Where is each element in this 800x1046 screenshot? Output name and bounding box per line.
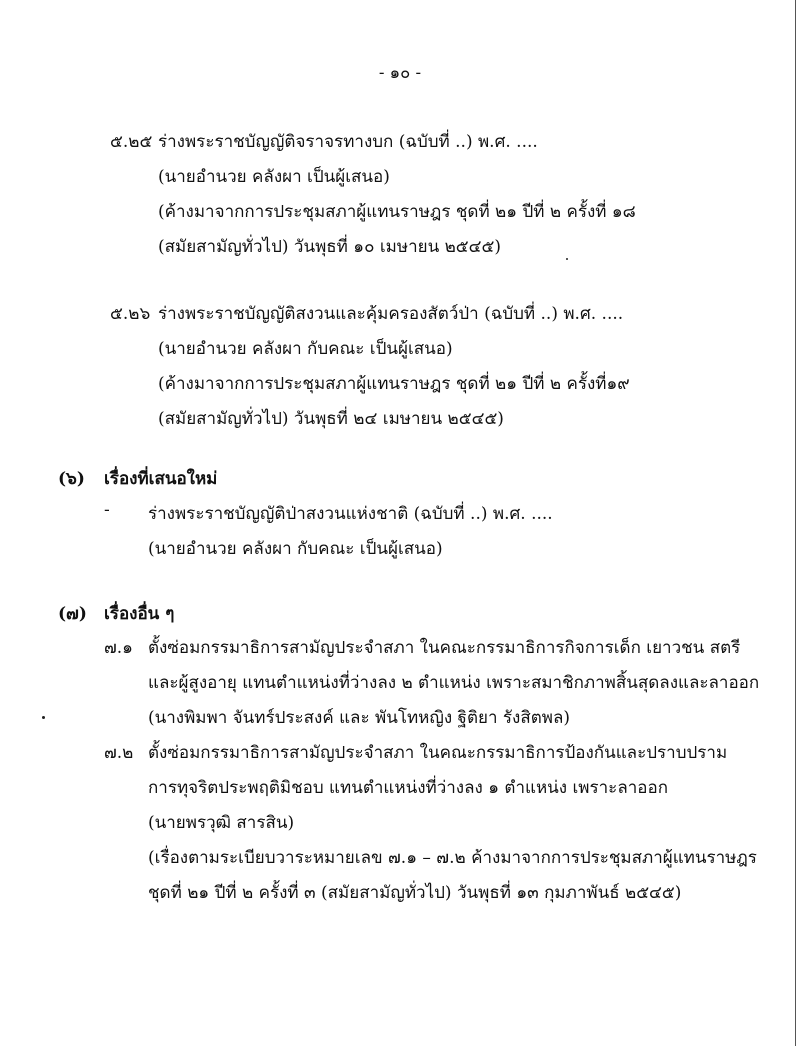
item-pending-note: (สมัยสามัญทั่วไป) วันพุธที่ ๑๐ เมษายน ๒๕๔๕) xyxy=(158,237,502,257)
item-title: ร่างพระราชบัญญัติจราจรทางบก (ฉบับที่ ..) พ.ศ. .... xyxy=(158,132,538,152)
section-number: (๗) xyxy=(58,604,87,624)
item-text: ตั้งซ่อมกรรมาธิการสามัญประจำสภา ในคณะกรรมาธิการป้องกันและปราบปราม xyxy=(148,743,728,763)
page-edge-line xyxy=(795,0,796,1046)
item-pending-note: ชุดที่ ๒๑ ปีที่ ๒ ครั้งที่ ๓ (สมัยสามัญทั่วไป) วันพุธที่ ๑๓ กุมภาพันธ์ ๒๕๔๕) xyxy=(148,883,682,903)
section-heading: เรื่องอื่น ๆ xyxy=(104,604,175,624)
item-number: ๗.๒ xyxy=(104,743,134,763)
item-pending-note: (ค้างมาจากการประชุมสภาผู้แทนราษฎร ชุดที่ ๒๑ ปีที่ ๒ ครั้งที่ ๑๘ xyxy=(158,202,636,222)
item-number: ๗.๑ xyxy=(104,638,133,658)
item-number: ๕.๒๕ xyxy=(110,132,153,152)
item-proposer: (นายอำนวย คลังผา กับคณะ เป็นผู้เสนอ) xyxy=(148,539,443,559)
item-names: (นายพรวุฒิ สารสิน) xyxy=(148,813,295,833)
item-number: ๕.๒๖ xyxy=(110,304,151,324)
scan-speck xyxy=(42,716,45,719)
section-number: (๖) xyxy=(58,469,85,489)
item-pending-note: (ค้างมาจากการประชุมสภาผู้แทนราษฎร ชุดที่ ๒๑ ปีที่ ๒ ครั้งที่๑๙ xyxy=(158,374,630,394)
item-title: ร่างพระราชบัญญัติสงวนและคุ้มครองสัตว์ป่า (ฉบับที่ ..) พ.ศ. .... xyxy=(158,304,624,324)
item-names: (นางพิมพา จันทร์ประสงค์ และ พันโทหญิง ฐิติยา รังสิตพล) xyxy=(148,708,570,728)
item-text: และผู้สูงอายุ แทนตำแหน่งที่ว่างลง ๒ ตำแหน่ง เพราะสมาชิกภาพสิ้นสุดลงและลาออก xyxy=(148,673,760,693)
item-pending-note: (สมัยสามัญทั่วไป) วันพุธที่ ๒๔ เมษายน ๒๕๔๕) xyxy=(158,409,504,429)
scan-speck xyxy=(566,258,568,260)
section-heading: เรื่องที่เสนอใหม่ xyxy=(104,469,218,489)
item-title: ร่างพระราชบัญญัติป่าสงวนแห่งชาติ (ฉบับที่ ..) พ.ศ. .... xyxy=(148,504,553,524)
item-text: ตั้งซ่อมกรรมาธิการสามัญประจำสภา ในคณะกรรมาธิการกิจการเด็ก เยาวชน สตรี xyxy=(148,638,741,658)
item-pending-note: (เรื่องตามระเบียบวาระหมายเลข ๗.๑ – ๗.๒ ค้างมาจากการประชุมสภาผู้แทนราษฎร xyxy=(148,848,757,868)
item-text: การทุจริตประพฤติมิชอบ แทนตำแหน่งที่ว่างลง ๑ ตำแหน่ง เพราะลาออก xyxy=(148,778,668,798)
bullet-dash: - xyxy=(104,500,110,520)
item-proposer: (นายอำนวย คลังผา กับคณะ เป็นผู้เสนอ) xyxy=(158,339,453,359)
item-proposer: (นายอำนวย คลังผา เป็นผู้เสนอ) xyxy=(158,167,390,187)
page-number: - ๑๐ - xyxy=(378,63,422,82)
